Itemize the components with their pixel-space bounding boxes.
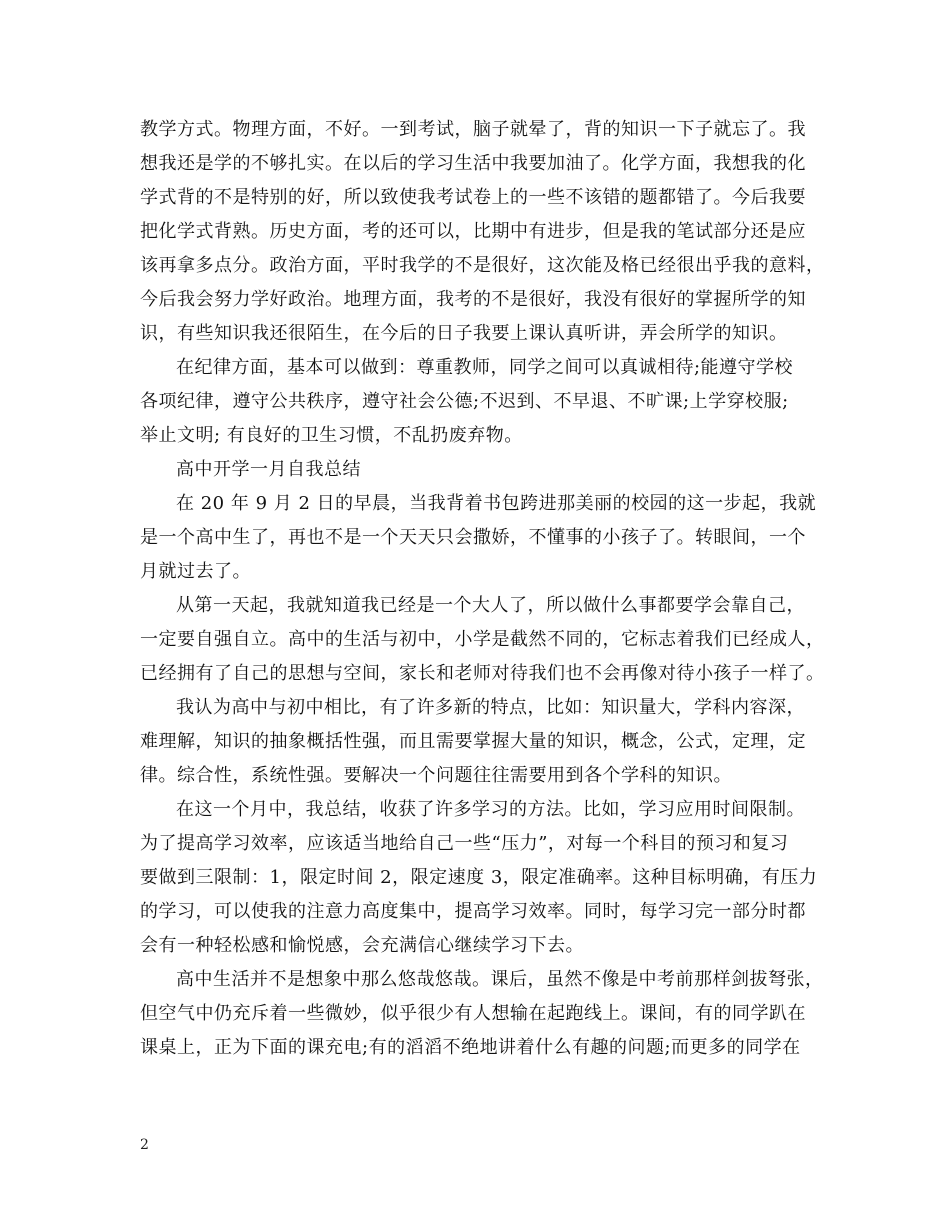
paragraph-first-line: 高中生活并不是想象中那么悠哉悠哉。课后，虽然不像是中考前那样剑拔弩张， bbox=[176, 969, 824, 990]
text-line: 课桌上，正为下面的课充电;有的滔滔不绝地讲着什么有趣的问题;而更多的同学在 bbox=[140, 1037, 801, 1058]
paragraph-first-line: 从第一天起，我就知道我已经是一个大人了，所以做什么事都要学会靠自己， bbox=[176, 595, 805, 616]
paragraph-first-line: 在这一个月中，我总结，收获了许多学习的方法。比如，学习应用时间限制。 bbox=[176, 799, 805, 820]
section-heading: 高中开学一月自我总结 bbox=[176, 459, 361, 480]
text-line: 各项纪律，遵守公共秩序，遵守社会公德;不迟到、不早退、不旷课;上学穿校服; bbox=[140, 391, 789, 412]
paragraph-first-line: 我认为高中与初中相比，有了许多新的特点，比如：知识量大，学科内容深， bbox=[176, 697, 805, 718]
text-line: 想我还是学的不够扎实。在以后的学习生活中我要加油了。化学方面，我想我的化 bbox=[140, 153, 806, 174]
text-line: 的学习，可以使我的注意力高度集中，提高学习效率。同时，每学习完一部分时都 bbox=[140, 901, 806, 922]
text-line: 会有一种轻松感和愉悦感，会充满信心继续学习下去。 bbox=[140, 935, 584, 956]
text-line: 该再拿多点分。政治方面，平时我学的不是很好，这次能及格已经很出乎我的意料， bbox=[140, 255, 825, 276]
paragraph-first-line: 在纪律方面，基本可以做到：尊重教师，同学之间可以真诚相待;能遵守学校 bbox=[176, 357, 794, 378]
paragraph-first-line: 在 20 年 9 月 2 日的早晨，当我背着书包跨进那美丽的校园的这一步起，我就 bbox=[176, 493, 817, 514]
text-line: 把化学式背熟。历史方面，考的还可以，比期中有进步，但是我的笔试部分还是应 bbox=[140, 221, 806, 242]
text-line: 月就过去了。 bbox=[140, 561, 251, 582]
text-line: 是一个高中生了，再也不是一个天天只会撒娇，不懂事的小孩子了。转眼间，一个 bbox=[140, 527, 806, 548]
text-line: 举止文明; 有良好的卫生习惯，不乱扔废弃物。 bbox=[140, 425, 523, 446]
text-line: 律。综合性，系统性强。要解决一个问题往往需要用到各个学科的知识。 bbox=[140, 765, 732, 786]
text-line: 识，有些知识我还很陌生，在今后的日子我要上课认真听讲，弄会所学的知识。 bbox=[140, 323, 788, 344]
text-line: 要做到三限制：1，限定时间 2，限定速度 3，限定准确率。这种目标明确，有压力 bbox=[140, 867, 818, 888]
text-line: 已经拥有了自己的思想与空间，家长和老师对待我们也不会再像对待小孩子一样了。 bbox=[140, 663, 825, 684]
text-line: 一定要自强自立。高中的生活与初中，小学是截然不同的，它标志着我们已经成人， bbox=[140, 629, 825, 650]
text-line: 但空气中仍充斥着一些微妙，似乎很少有人想输在起跑线上。课间，有的同学趴在 bbox=[140, 1003, 806, 1024]
text-line: 今后我会努力学好政治。地理方面，我考的不是很好，我没有很好的掌握所学的知 bbox=[140, 289, 806, 310]
text-line: 学式背的不是特别的好，所以致使我考试卷上的一些不该错的题都错了。今后我要 bbox=[140, 187, 806, 208]
text-line: 教学方式。物理方面，不好。一到考试，脑子就晕了，背的知识一下子就忘了。我 bbox=[140, 119, 806, 140]
text-line: 难理解，知识的抽象概括性强，而且需要掌握大量的知识，概念，公式，定理，定 bbox=[140, 731, 806, 752]
page-number: 2 bbox=[140, 1137, 149, 1153]
text-line: 为了提高学习效率，应该适当地给自己一些“压力”，对每一个科目的预习和复习 bbox=[140, 833, 789, 854]
